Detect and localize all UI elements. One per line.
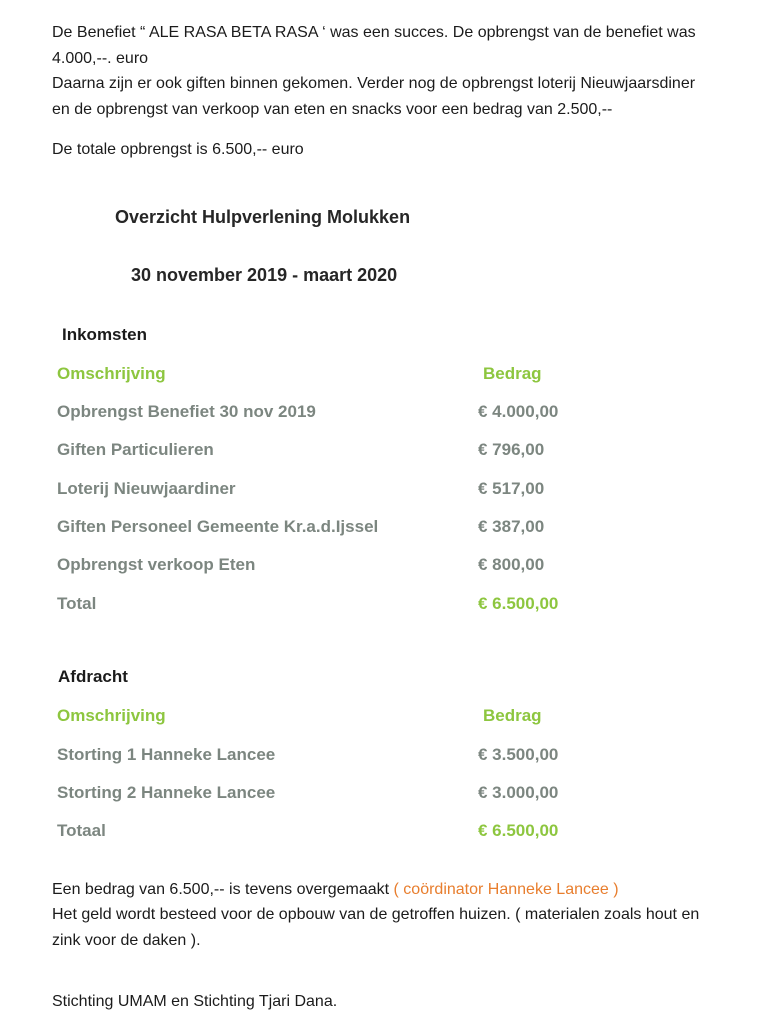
intro-line-3: Daarna zijn er ook giften binnen gekomen. Verder nog de opbrengst loterij Nieuwjaarsdiner (52, 75, 696, 92)
income-row-description: Giften Particulieren (57, 440, 214, 460)
transfer-table-header-row (57, 703, 728, 741)
transfer-column-amount: Bedrag (483, 706, 542, 726)
income-row-amount: € 4.000,00 (478, 401, 559, 421)
income-row-amount: € 796,00 (478, 440, 545, 460)
income-row-description: Giften Personeel Gemeente Kr.a.d.Ijssel (57, 517, 379, 537)
transfer-total-row (57, 818, 728, 856)
signoff-line: Stichting UMAM en Stichting Tjari Dana. (52, 993, 338, 1011)
transfer-row-description: Storting 1 Hanneke Lancee (57, 744, 276, 764)
transfer-total-label: Totaal (57, 821, 106, 841)
table-row (57, 742, 728, 780)
income-row-amount: € 517,00 (478, 478, 545, 498)
transfer-total-amount: € 6.500,00 (478, 821, 559, 841)
closing-line-3: zink voor de daken ). (52, 931, 201, 949)
income-table-header-row (57, 361, 728, 399)
income-total-amount: € 6.500,00 (478, 593, 559, 613)
transfer-row-amount: € 3.500,00 (478, 744, 559, 764)
closing-paragraph (52, 877, 728, 954)
transfer-row-amount: € 3.000,00 (478, 783, 559, 803)
table-row (57, 476, 728, 514)
income-row-description: Opbrengst Benefiet 30 nov 2019 (57, 401, 316, 421)
transfer-section (52, 667, 728, 857)
table-row (57, 552, 728, 590)
income-column-description: Omschrijving (57, 363, 166, 383)
intro-line-2: 4.000,--. euro (52, 49, 149, 67)
report-title: Overzicht Hulpverlening Molukken (115, 206, 411, 227)
closing-line-2: Het geld wordt besteed voor de opbouw van de getroffen huizen. ( materialen zoals hout en (52, 906, 700, 924)
closing-line-1 (52, 877, 728, 903)
income-section (52, 325, 728, 630)
intro-line-4: en de opbrengst van verkoop van eten en snacks voor een bedrag van 2.500,-- (52, 100, 613, 118)
income-row-amount: € 800,00 (478, 555, 545, 575)
table-row (57, 514, 728, 552)
table-row (57, 399, 728, 437)
transfer-row-description: Storting 2 Hanneke Lancee (57, 783, 276, 803)
income-row-description: Loterij Nieuwjaardiner (57, 478, 236, 498)
closing-line-1-text: Een bedrag van 6.500,-- is tevens overgemaakt (52, 880, 394, 898)
income-total-row (57, 591, 728, 629)
intro-line-1: De Benefiet “ ALE RASA BETA RASA ‘ was een succes. De opbrengst van de benefiet was (52, 24, 696, 41)
coordinator-highlight: ( coördinator Hanneke Lancee ) (393, 880, 619, 898)
report-period: 30 november 2019 - maart 2020 (131, 264, 398, 285)
transfer-column-description: Omschrijving (57, 706, 166, 726)
intro-total-line: De totale opbrengst is 6.500,-- euro (52, 141, 304, 158)
table-row (57, 437, 728, 475)
income-column-amount: Bedrag (483, 363, 542, 383)
income-table (57, 361, 728, 630)
intro-paragraph (52, 20, 728, 122)
income-section-heading: Inkomsten (62, 324, 148, 344)
income-row-amount: € 387,00 (478, 517, 545, 537)
income-total-label: Total (57, 593, 97, 613)
transfer-section-heading: Afdracht (58, 667, 128, 687)
table-row (57, 780, 728, 818)
income-row-description: Opbrengst verkoop Eten (57, 555, 256, 575)
transfer-table (57, 703, 728, 857)
